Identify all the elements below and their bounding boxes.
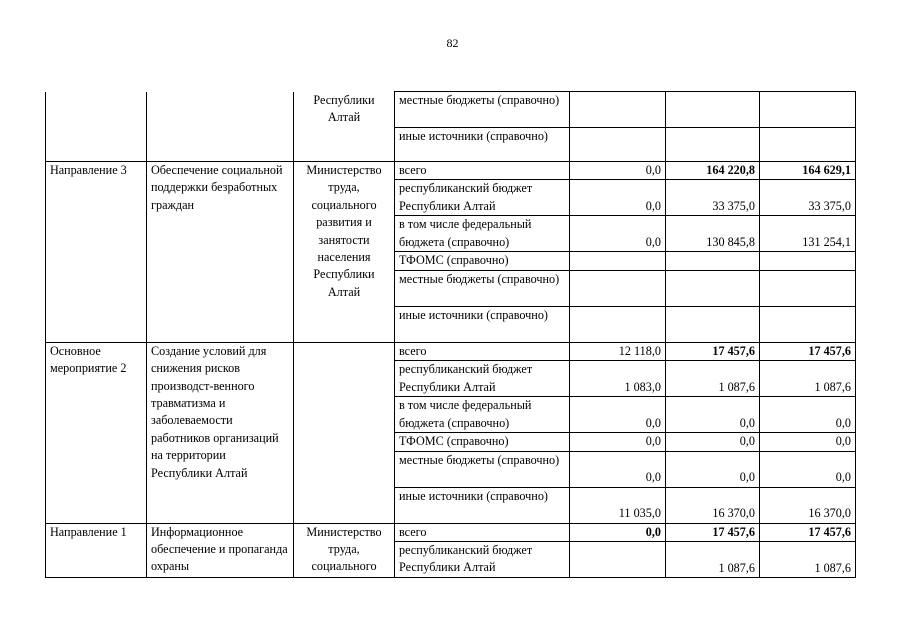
funding-source-cell: иные источники (справочно) bbox=[395, 306, 570, 342]
table-row bbox=[46, 342, 856, 360]
funding-source-cell: иные источники (справочно) bbox=[395, 128, 570, 162]
budget-table bbox=[45, 91, 856, 578]
amount-cell-3 bbox=[760, 306, 856, 342]
amount-cell-3 bbox=[760, 92, 856, 128]
page-number: 82 bbox=[446, 36, 459, 50]
measure-code-cell: Основное мероприятие 2 bbox=[46, 342, 147, 523]
amount-cell-3 bbox=[760, 270, 856, 306]
funding-source-cell: республиканский бюджет Республики Алтай bbox=[395, 542, 570, 578]
amount-cell-2: 17 457,6 bbox=[666, 342, 760, 360]
amount-cell-3: 1 087,6 bbox=[760, 542, 856, 578]
amount-cell-1: 0,0 bbox=[570, 523, 666, 541]
amount-cell-1: 12 118,0 bbox=[570, 342, 666, 360]
amount-cell-3: 164 629,1 bbox=[760, 162, 856, 180]
measure-name-cell: Создание условий для снижения рисков производст-венного травматизма и заболеваемости работников организаций на территории Республики Алтай bbox=[147, 342, 294, 523]
amount-cell-2: 164 220,8 bbox=[666, 162, 760, 180]
funding-source-cell: республиканский бюджет Республики Алтай bbox=[395, 361, 570, 397]
amount-cell-1 bbox=[570, 92, 666, 128]
funding-source-cell: всего bbox=[395, 342, 570, 360]
funding-source-cell: ТФОМС (справочно) bbox=[395, 433, 570, 451]
amount-cell-2: 1 087,6 bbox=[666, 361, 760, 397]
funding-source-cell: иные источники (справочно) bbox=[395, 487, 570, 523]
amount-cell-3: 17 457,6 bbox=[760, 523, 856, 541]
table-body bbox=[46, 92, 856, 578]
amount-cell-1: 0,0 bbox=[570, 433, 666, 451]
executor-cell: Министерство труда, социального развития и занятости населения Республики Алтай bbox=[294, 162, 395, 343]
amount-cell-3: 1 087,6 bbox=[760, 361, 856, 397]
amount-cell-2: 1 087,6 bbox=[666, 542, 760, 578]
amount-cell-2 bbox=[666, 128, 760, 162]
amount-cell-1: 0,0 bbox=[570, 180, 666, 216]
amount-cell-2 bbox=[666, 306, 760, 342]
funding-source-cell: в том числе федеральный бюджета (справочно) bbox=[395, 216, 570, 252]
amount-cell-1 bbox=[570, 270, 666, 306]
amount-cell-1: 0,0 bbox=[570, 451, 666, 487]
amount-cell-1: 11 035,0 bbox=[570, 487, 666, 523]
amount-cell-2: 0,0 bbox=[666, 397, 760, 433]
measure-code-cell bbox=[46, 92, 147, 162]
amount-cell-3 bbox=[760, 128, 856, 162]
executor-cell bbox=[294, 342, 395, 523]
amount-cell-2: 16 370,0 bbox=[666, 487, 760, 523]
funding-source-cell: в том числе федеральный бюджета (справочно) bbox=[395, 397, 570, 433]
funding-source-cell: местные бюджеты (справочно) bbox=[395, 92, 570, 128]
amount-cell-1 bbox=[570, 252, 666, 270]
funding-source-cell: всего bbox=[395, 162, 570, 180]
amount-cell-3: 16 370,0 bbox=[760, 487, 856, 523]
funding-source-cell: всего bbox=[395, 523, 570, 541]
amount-cell-2: 17 457,6 bbox=[666, 523, 760, 541]
funding-source-cell: ТФОМС (справочно) bbox=[395, 252, 570, 270]
amount-cell-2 bbox=[666, 270, 760, 306]
measure-name-cell: Обеспечение социальной поддержки безработных граждан bbox=[147, 162, 294, 343]
amount-cell-1: 0,0 bbox=[570, 162, 666, 180]
funding-source-cell: республиканский бюджет Республики Алтай bbox=[395, 180, 570, 216]
funding-source-cell: местные бюджеты (справочно) bbox=[395, 451, 570, 487]
measure-code-cell: Направление 3 bbox=[46, 162, 147, 343]
amount-cell-1 bbox=[570, 128, 666, 162]
table-row bbox=[46, 92, 856, 128]
measure-code-cell: Направление 1 bbox=[46, 523, 147, 577]
amount-cell-1: 0,0 bbox=[570, 397, 666, 433]
amount-cell-3: 17 457,6 bbox=[760, 342, 856, 360]
amount-cell-3 bbox=[760, 252, 856, 270]
funding-source-cell: местные бюджеты (справочно) bbox=[395, 270, 570, 306]
amount-cell-2 bbox=[666, 252, 760, 270]
executor-cell: Министерство труда, социального bbox=[294, 523, 395, 577]
amount-cell-1 bbox=[570, 542, 666, 578]
amount-cell-2: 0,0 bbox=[666, 433, 760, 451]
table-row bbox=[46, 162, 856, 180]
amount-cell-1: 1 083,0 bbox=[570, 361, 666, 397]
amount-cell-3: 33 375,0 bbox=[760, 180, 856, 216]
amount-cell-1: 0,0 bbox=[570, 216, 666, 252]
amount-cell-3: 0,0 bbox=[760, 433, 856, 451]
amount-cell-1 bbox=[570, 306, 666, 342]
executor-cell: Республики Алтай bbox=[294, 92, 395, 162]
amount-cell-2 bbox=[666, 92, 760, 128]
amount-cell-2: 130 845,8 bbox=[666, 216, 760, 252]
amount-cell-3: 0,0 bbox=[760, 397, 856, 433]
amount-cell-3: 0,0 bbox=[760, 451, 856, 487]
amount-cell-2: 0,0 bbox=[666, 451, 760, 487]
table-row bbox=[46, 523, 856, 541]
measure-name-cell: Информационное обеспечение и пропаганда охраны bbox=[147, 523, 294, 577]
amount-cell-3: 131 254,1 bbox=[760, 216, 856, 252]
amount-cell-2: 33 375,0 bbox=[666, 180, 760, 216]
measure-name-cell bbox=[147, 92, 294, 162]
